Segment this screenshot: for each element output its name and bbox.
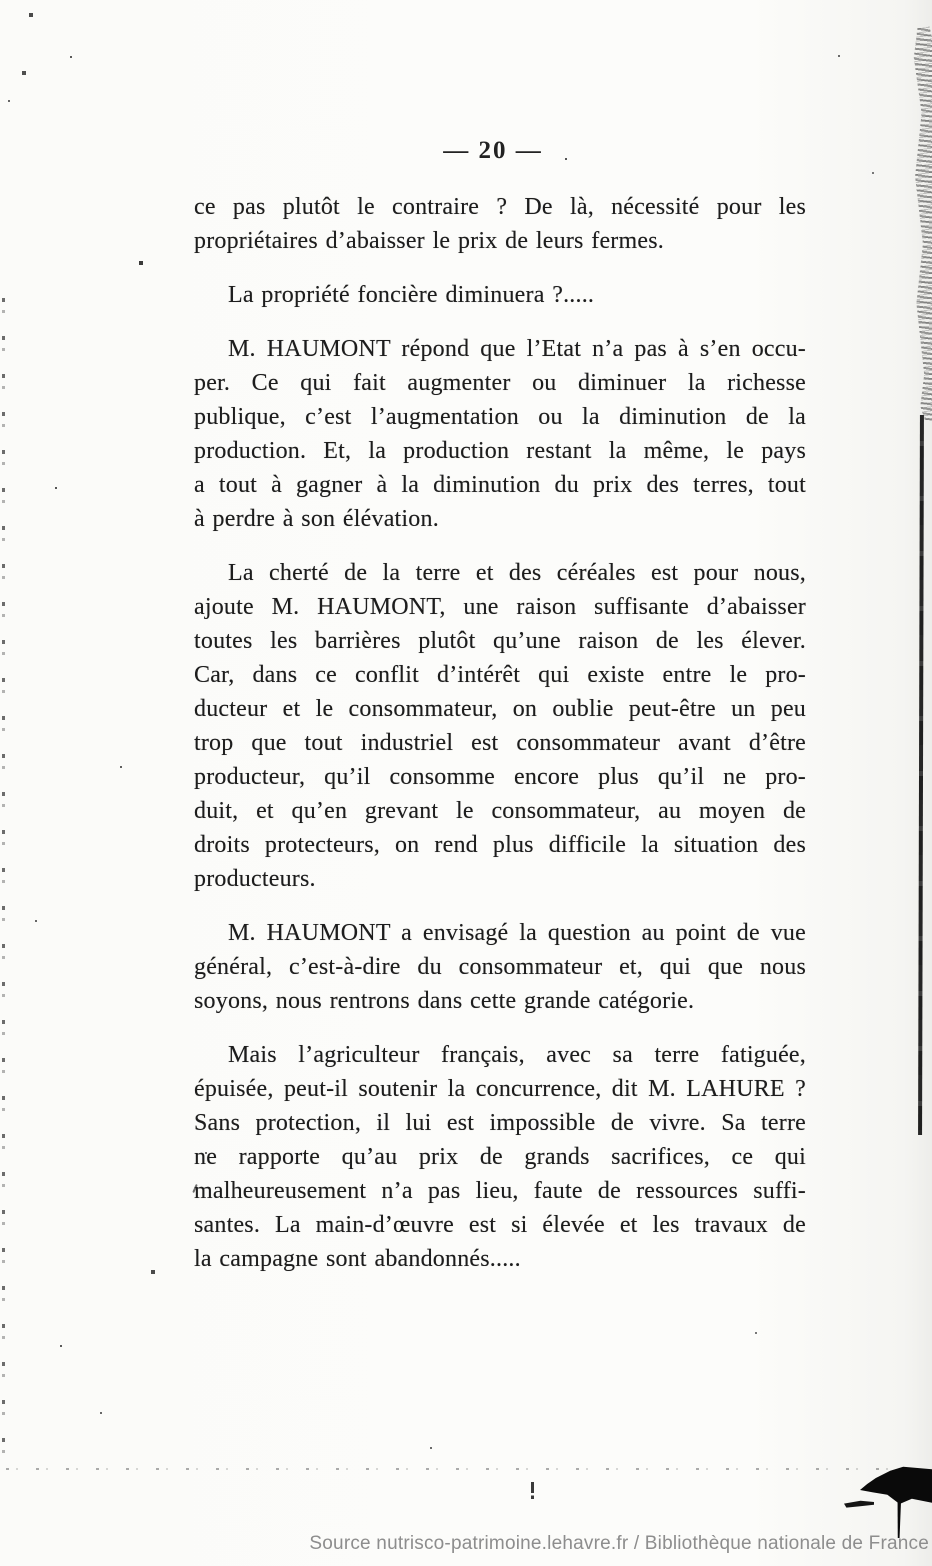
ink-blot <box>860 1466 932 1506</box>
text-line: soyons, nous rentrons dans cette grande catégorie. <box>194 988 695 1014</box>
text-line: ce pas plutôt le contraire ? De là, nécessité pour les <box>194 194 806 220</box>
text-line: production. Et, la production restant la même, le pays <box>194 438 806 464</box>
text-line: ne rapporte qu’au prix de grands sacrifices, ce qui <box>194 1144 806 1170</box>
text-line: Sans protection, il lui est impossible de vivre. Sa terre <box>194 1110 806 1136</box>
text-line: trop que tout industriel est consommateur avant d’être <box>194 730 806 756</box>
scan-mark <box>531 1482 534 1504</box>
text-line: ajoute M. HAUMONT, une raison suffisante d’abaisser <box>194 594 806 620</box>
scan-noise-band <box>906 26 932 422</box>
text-line: propriétaires d’abaisser le prix de leurs fermes. <box>194 228 664 254</box>
text-line: producteurs. <box>194 866 316 892</box>
text-line: Mais l’agriculteur français, avec sa terre fatiguée, <box>228 1042 806 1068</box>
text-line: La propriété foncière diminuera ?..... <box>228 282 595 308</box>
text-line: santes. La main-d’œuvre est si élevée et les travaux de <box>194 1212 806 1238</box>
scan-left-edge-dots <box>2 298 5 1466</box>
text-line: ducteur et le consommateur, on oublie peut-être un peu <box>194 696 806 722</box>
paragraph <box>194 556 806 896</box>
text-line: à perdre à son élévation. <box>194 506 439 532</box>
text-line: Car, dans ce conflit d’intérêt qui existe entre le pro- <box>194 662 806 688</box>
text-line: droits protecteurs, on rend plus difficile la situation des <box>194 832 806 858</box>
text-line: toutes les barrières plutôt qu’une raison de les élever. <box>194 628 806 654</box>
paragraph <box>194 916 806 1018</box>
scan-specks <box>0 0 2 2</box>
scan-edge-line <box>918 415 923 1135</box>
paragraph <box>194 1038 806 1276</box>
text-line: producteur, qu’il consomme encore plus qu’il ne pro- <box>194 764 806 790</box>
text-line: épuisée, peut-il soutenir la concurrence, dit M. LAHURE ? <box>194 1076 806 1102</box>
ink-blot-dash <box>844 1500 874 1508</box>
text-block <box>194 190 806 1296</box>
paragraph <box>194 278 806 312</box>
text-line: M. HAUMONT répond que l’Etat n’a pas à s’en occu- <box>228 336 806 362</box>
scan-bottom-dotted-line <box>6 1468 928 1470</box>
footer-credit: Source nutrisco-patrimoine.lehavre.fr / Bibliothèque nationale de France <box>309 1533 929 1554</box>
text-line: général, c’est-à-dire du consommateur et, qui que nous <box>194 954 806 980</box>
text-line: M. HAUMONT a envisagé la question au point de vue <box>228 920 806 946</box>
paragraph <box>194 190 806 258</box>
text-line: malheureusement n’a pas lieu, faute de ressources suffi- <box>194 1178 806 1204</box>
text-line: per. Ce qui fait augmenter ou diminuer la richesse <box>194 370 806 396</box>
page-number: — 20 — <box>443 137 543 164</box>
paragraph <box>194 332 806 536</box>
text-line: duit, et qu’en grevant le consommateur, au moyen de <box>194 798 806 824</box>
text-line: publique, c’est l’augmentation ou la diminution de la <box>194 404 806 430</box>
text-line: a tout à gagner à la diminution du prix des terres, tout <box>194 472 806 498</box>
text-line: la campagne sont abandonnés..... <box>194 1246 521 1272</box>
text-line: La cherté de la terre et des céréales est pour nous, <box>228 560 806 586</box>
